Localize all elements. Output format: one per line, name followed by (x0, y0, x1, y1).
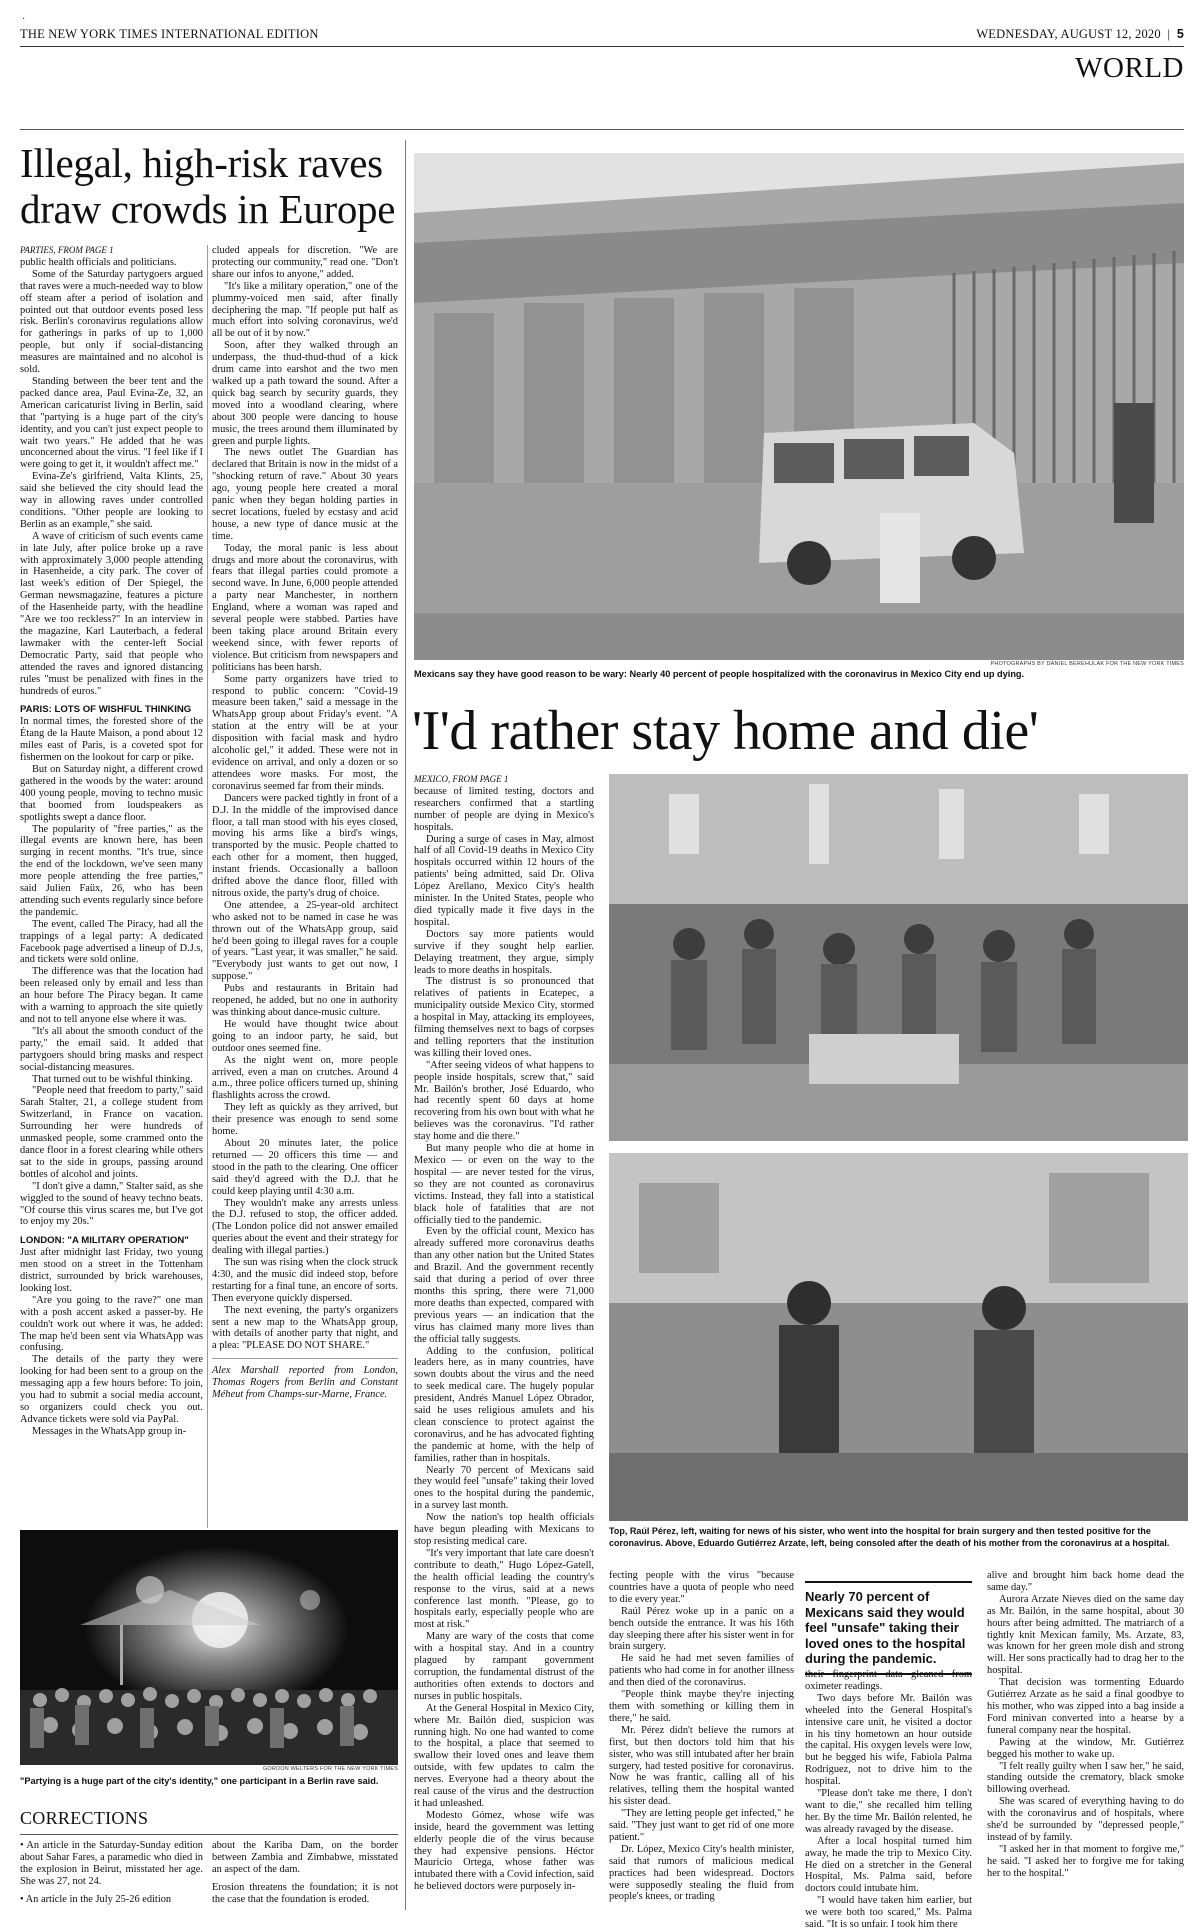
paragraph: Soon, after they walked through an underpass, the thud-thud-thud of a kick drum came into earshot and the two men walked up a path toward the sound. After a quick bag search by security guards, they moved into a woodland clearing, where about 300 people were dancing to house music, the trees around them illuminated by green and purple lights. (212, 340, 398, 447)
dateline: MEXICO, FROM PAGE 1 (414, 774, 509, 784)
paragraph: But many people who die at home in Mexico — or even on the way to the hospital — are never tested for the virus, so they are not counted as coronavirus victims. Instead, they fall into a statistical black hole of fatalities that are not officially tied to the pandemic. (414, 1143, 594, 1226)
raves-column-1 (20, 245, 203, 1438)
raves-headline: Illegal, high-risk raves draw crowds in Europe (20, 140, 396, 232)
paragraph: A wave of criticism of such events came in late July, after police broke up a rave with approximately 3,000 people attending in Hasenheide, a city park. The cover of last week's edition of Der Spiegel, the German newsmagazine, features a picture of the Hasenheide party, with the headline "Are we too reckless?" In an interview in the magazine, Karl Lauterbach, a federal lawmaker with the center-left Social Democratic Party, said that people who attended the raves and ignored distancing rules "must be penalized with fines in the hundreds of euros." (20, 530, 203, 697)
hospital-crowd-image (609, 774, 1188, 1141)
paragraph: their fingerprint data gleaned from oximeter readings. (805, 1669, 972, 1692)
paragraph: public health officials and politicians. (20, 256, 177, 268)
mourners-image (609, 1153, 1188, 1521)
paragraph: They wouldn't make any arrests unless the D.J. refused to stop, the officer added. (The London police did not answer emailed queries about the event and their strategy for dealing with illegal parties.) (212, 1197, 398, 1257)
section-title: WORLD (1075, 52, 1184, 84)
paragraph: alive and brought him back home dead the same day." (987, 1570, 1184, 1593)
paragraph: Pubs and restaurants in Britain had reopened, he added, but no one in authority was thinking about dance-music culture. (212, 983, 398, 1018)
rave-photo (20, 1530, 398, 1765)
date-page-line: WEDNESDAY, AUGUST 12, 2020 | 5 (976, 27, 1184, 41)
paragraph: The distrust is so pronounced that relatives of patients in Ecatepec, a municipality outside Mexico City, stormed a hospital in May, attacking its employees, filming themselves next to bags of corpses and telling reporters that the institution was killing their loved ones. (414, 976, 594, 1059)
paragraph: She was scared of everything having to do with the coronavirus and of hospitals, where she'd be surrounded by "depressed people," instead of by family. (987, 1796, 1184, 1843)
correction-item: • An article in the July 25-26 edition (20, 1893, 172, 1905)
paragraph: "I don't give a damn," Stalter said, as she wiggled to the sound of heavy techno beats. "Of course this virus scares me, but I've got to enjoy my 20s." (20, 1180, 203, 1228)
corrections-rule (20, 1834, 398, 1835)
paragraph: "People think maybe they're injecting them with something or killing them in there," he said. (609, 1689, 794, 1724)
paragraph: Dancers were packed tightly in front of a D.J. In the middle of the improvised dance floor, a tall man stood with his eyes closed, moving his arms like a bird's wings, transported by the music. People chatted to each other for a moment, then hugged, instant friends. Occasionally a balloon drifted above the dance floor, filled with nitrous oxide, the party's drug of choice. (212, 792, 398, 899)
paragraph: Aurora Arzate Nieves died on the same day as Mr. Bailón, in the same hospital, about 30 hours after being admitted. The matriarch of a tightly knit Mexican family, Ms. Arzate, 83, was known for her green mole dish and strong will. Her sons practically had to drag her to the hospital. (987, 1593, 1184, 1677)
paragraph: Doctors say more patients would survive if they sought help earlier. Delaying treatment, they argue, simply leads to more deaths in hospitals. (414, 928, 594, 976)
paragraph: "I would have taken him earlier, but we were both too scared," Ms. Palma said. "It is so unfair. I took him there (805, 1895, 972, 1931)
paragraph: Dr. López, Mexico City's health minister, said that rumors of malicious medical practices had been widespread. Doctors were supposedly stealing the fluid from people's knees, or trading (609, 1843, 794, 1903)
correction-item: about the Kariba Dam, on the border between Zambia and Zimbabwe, misstated an aspect of the dam. (212, 1840, 398, 1875)
paragraph: The details of the party they were looking for had been sent to a group on the messaging app a few hours before: To join, you had to submit a social media account, so organizers could check you out. Advance tickets were sold via PayPal. (20, 1354, 203, 1425)
subhead: LONDON: "A MILITARY OPERATION" (20, 1235, 189, 1247)
paragraph: Some party organizers have tried to respond to public concern: "Covid-19 measure been taken," said a message in the WhatsApp group about Friday's event. "A station at the entry will be at your disposition with facial mask and hydro alcoholic gel," it added. These were not in evidence on arrival, and only a dozen or so attendees wore masks. For most, the coronavirus seemed far from their minds. (212, 673, 398, 792)
paragraph: "Please don't take me there, I don't want to die," she recalled him telling her. By the time Mr. Bailón relented, he was already ravaged by the disease. (805, 1788, 972, 1835)
mexico-top-caption: Mexicans say they have good reason to be wary: Nearly 40 percent of people hospitalized with the coronavirus in Mexico City end up dying. (414, 669, 1025, 679)
subhead: PARIS: LOTS OF WISHFUL THINKING (20, 704, 192, 716)
mexico-column-3 (805, 1669, 972, 1931)
mexico-column-4 (987, 1570, 1184, 1880)
rave-photo-credit: GORDON WELTERS FOR THE NEW YORK TIMES (262, 1766, 398, 1772)
reporter-credit: Alex Marshall reported from London, Thomas Rogers from Berlin and Constant Méheut from Champs-sur-Marne, France. (212, 1358, 398, 1401)
rave-photo-caption: "Partying is a huge part of the city's identity," one participant in a Berlin rave said. (20, 1776, 379, 1786)
paragraph: In normal times, the forested shore of the Étang de la Haute Maison, a pond about 12 miles east of Paris, is a coveted spot for fishermen on the lookout for carp or pike. (20, 716, 203, 764)
paragraph: As the night went on, more people arrived, even a man on crutches. Around 4 a.m., three police officers turned up, shining flashlights across the crowd. (212, 1054, 398, 1102)
paragraph: fecting people with the virus "because countries have a quota of people who need to die every year." (609, 1570, 794, 1605)
corrections-column-1 (20, 1840, 203, 1912)
paragraph: Pawing at the window, Mr. Gutiérrez begged his mother to wake up. (987, 1736, 1184, 1760)
raves-column-2 (212, 245, 398, 1401)
publication-name: THE NEW YORK TIMES INTERNATIONAL EDITION (20, 27, 319, 41)
paragraph: "It's very important that late care doesn't contribute to death," Hugo López-Gatell, the health official leading the country's response to the virus, said at a news conference last month. "Please, go to hospitals early, especially people who are most at risk." (414, 1547, 594, 1631)
paragraph: Even by the official count, Mexico has already suffered more coronavirus deaths than any other nation but the United States and Brazil. And the government recently said that during a period of over three months this spring, there were 71,000 more deaths than expected, compared with previous years — an indication that the virus has claimed many more lives than the official tally suggests. (414, 1226, 594, 1345)
paragraph: Standing between the beer tent and the packed dance area, Paul Evina-Ze, 32, an American caricaturist living in Berlin, said that "partying is a huge part of the city's identity, and you can't just expect people to wait two years." He added that he was unconcerned about the virus. "I feel like if I were going to get it, it wouldn't affect me." (20, 375, 203, 471)
mexico-column-1 (414, 774, 594, 1893)
paragraph: That turned out to be wishful thinking. (32, 1073, 193, 1085)
mexico-photos-credit: PHOTOGRAPHS BY DANIEL BEREHULAK FOR THE NEW YORK TIMES (990, 661, 1184, 667)
paragraph: cluded appeals for discretion. "We are protecting our community," read one. "Don't share our infos to anyone," added. (212, 245, 398, 280)
paragraph: During a surge of cases in May, almost half of all Covid-19 deaths in Mexico City hospitals occurred within 12 hours of the patients' being admitted, said Dr. Oliva López Arellano, Mexico City's health minister. In the United States, people who died typically made it five days in the hospital. (414, 833, 594, 928)
paragraph: The next evening, the party's organizers sent a new map to the WhatsApp group, with details of another party that night, and a plea: "PLEASE DO NOT SHARE." (212, 1304, 398, 1352)
header-dot: · (22, 14, 26, 25)
paragraph: Today, the moral panic is less about drugs and more about the coronavirus, with fears that illegal parties could promote a second wave. In June, 6,000 people attended a party near Manchester, in northern England, where a woman was raped and several people were stabbed. Parties have been taking place around Britain every weekend since, with fewer reports of violence. But criticism from newspapers and politicians has been harsh. (212, 542, 398, 673)
section-rule (20, 129, 1184, 130)
paragraph: "People need that freedom to party," said Sarah Stalter, 21, a college student from Switzerland, in France on vacation. Surrounding her were hundreds of unmasked people, some crammed onto the dance floor in a forest clearing while others sat to the side in groups, passing around bottles of alcohol and joints. (20, 1085, 203, 1180)
paragraph: Evina-Ze's girlfriend, Valta Klints, 25, said she believed the city should lead the way in allowing raves under controlled conditions. "Other people are looking to Berlin as an example," she said. (20, 471, 203, 530)
mexico-middle-photo (609, 774, 1188, 1141)
paragraph: The news outlet The Guardian has declared that Britain is now in the midst of a "shocking return of rave." About 30 years ago, young people here created a moral panic when they began holding parties in secret locations, fueled by ecstasy and acid house, a new type of dance music at the time. (212, 447, 398, 542)
paragraph: At the General Hospital in Mexico City, where Mr. Bailón died, suspicion was running high. No one had wanted to come to the hospital, a place that seemed to swallow their loved ones and leave them outside, with few updates to calm the nerves. Everyone had a theory about the real cause of the virus and the destruction it had unleashed. (414, 1702, 594, 1809)
paragraph: The difference was that the location had been released only by email and less than an hour before The Piracy began. It came with a warning to approach the site quietly and not to tell anyone else where it was. (20, 966, 203, 1025)
column-rule (207, 245, 208, 1528)
paragraph: Nearly 70 percent of Mexicans said they would feel "unsafe" taking their loved ones to the hospital during the pandemic, in a survey last month. (414, 1464, 594, 1512)
story-divider (405, 140, 406, 1910)
corrections-column-2 (212, 1840, 398, 1912)
correction-item: • An article in the Saturday-Sunday edition about Sahar Fares, a paramedic who died in the explosion in Beirut, misstated her age. She was 27, not 24. (20, 1840, 203, 1887)
paragraph: That decision was tormenting Eduardo Gutiérrez Arzate as he said a final goodbye to his mother, who was zipped into a bag inside a Ford minivan converted into a hearse by a funeral company near the hospital. (987, 1677, 1184, 1736)
paragraph: Modesto Gómez, whose wife was inside, heard the government was letting elderly people die of the virus because they had expensive pensions. Héctor Mauricio Ortega, whose father was intubated there with a Covid infection, said he believed doctors were purposely in- (414, 1809, 594, 1893)
rave-photo-image (20, 1530, 398, 1765)
paragraph: He said he had met seven families of patients who had come in for another illness and then died of the coronavirus. (609, 1653, 794, 1689)
paragraph: Now the nation's top health officials have begun pleading with Mexicans to stop resisting medical care. (414, 1512, 594, 1547)
paragraph: After a local hospital turned him away, he made the trip to Mexico City. He died on a stretcher in the General Hospital, Ms. Palma said, before doctors could intubate him. (805, 1835, 972, 1895)
dateline: PARTIES, FROM PAGE 1 (20, 245, 114, 255)
paragraph: Mr. Pérez didn't believe the rumors at first, but then doctors told him that his sister, who was still intubated after her brain surgery, had tested positive for coronavirus. Now he was frantic, calling all of his relatives, telling them the hospital wanted his sister dead. (609, 1724, 794, 1808)
correction-item: Erosion threatens the foundation; it is not the case that the foundation is eroded. (212, 1881, 398, 1905)
paragraph: He would have thought twice about going to an indoor party, he said, but outdoor ones seemed fine. (212, 1018, 398, 1054)
paragraph: Raúl Pérez woke up in a panic on a bench outside the entrance. It was his 16th day sleeping there after his sister went in for brain surgery. (609, 1605, 794, 1653)
corrections-title: CORRECTIONS (20, 1808, 149, 1828)
pull-quote: Nearly 70 percent of Mexicans said they would feel "unsafe" taking their loved ones to the hospital during the pandemic. (805, 1581, 972, 1675)
paragraph: Some of the Saturday partygoers argued that raves were a much-needed way to blow off steam after a period of isolation and pointed out that outdoor events posed less risk. Berlin's coronavirus regulations allow for gatherings in parks of up to 1,000 people, but only if social-distancing measures are maintained and no alcohol is sold. (20, 268, 203, 376)
mexico-column-2 (609, 1570, 794, 1903)
paragraph: "It's all about the smooth conduct of the party," the email said. It added that partygoers should bring masks and respect social-distancing measures. (20, 1025, 203, 1073)
paragraph: The popularity of "free parties," as the illegal events are known here, has been surging in recent months. "It's true, since the end of the lockdown, we've seen many more people attending the free parties," said Julien Faüx, 26, who has been attending such events regularly since before the pandemic. (20, 823, 203, 918)
paragraph: One attendee, a 25-year-old architect who asked not to be named in case he was thrown out of the WhatsApp group, said he'd been going to illegal raves for a couple of years. "Last year, it was smaller," he said. "Everybody just wants to get out now, I suppose." (212, 899, 398, 983)
paragraph: "After seeing videos of what happens to people inside hospitals, screw that," said Mr. Bailón's brother, José Eduardo, who had recently spent 60 days at home recovering from his own bout with what he believes was the coronavirus. "I'd rather stay home and die there." (414, 1059, 594, 1143)
paragraph: The sun was rising when the clock struck 4:30, and the music did indeed stop, before restarting for a final tune, an encore of sorts. Then everyone quickly dispersed. (212, 1257, 398, 1304)
paragraph: Adding to the confusion, political leaders here, as in many countries, have sown doubts about the virus and the need to seek medical care. The hugely popular president, Andrés Manuel López Obrador, said he uses religious amulets and his clean conscience to protect against the coronavirus, and he has advocated fighting the pandemic at home, with the help of families, rather than in hospitals. (414, 1345, 594, 1464)
paragraph: "It's like a military operation," one of the plummy-voiced men said, after finally deciphering the map. "If people put half as much effort into solving coronavirus, we'd all be out of it by now." (212, 280, 398, 340)
paragraph: About 20 minutes later, the police returned — 20 officers this time — and stood in the path to the clearing. One officer said they'd agreed with the D.J. that he could keep playing until 4:30 a.m. (212, 1137, 398, 1197)
mexico-top-photo (414, 153, 1184, 660)
issue-date: WEDNESDAY, AUGUST 12, 2020 (976, 27, 1161, 41)
paragraph: The event, called The Piracy, had all the trappings of a legal party: A dedicated Facebook page advertised a lineup of D.J.s, and tickets were sold online. (20, 918, 203, 966)
mexico-headline: 'I'd rather stay home and die' (412, 700, 1039, 762)
paragraph: "Are you going to the rave?" one man with a posh accent asked a passer-by. He couldn't work out where it was, he added: The map he'd been sent via WhatsApp was confusing. (20, 1294, 203, 1354)
paragraph: Messages in the WhatsApp group in- (32, 1425, 187, 1437)
paragraph: Just after midnight last Friday, two young men stood on a street in the Tottenham district, surrounded by brick warehouses, looking lost. (20, 1247, 203, 1294)
paragraph: because of limited testing, doctors and researchers confirmed that a startling number of people are dying in Mexico's hospitals. (414, 785, 594, 833)
mexico-bottom-caption: Top, Raúl Pérez, left, waiting for news of his sister, who went into the hospital for brain surgery and then tested positive for the coronavirus. Above, Eduardo Gutiérrez Arzate, left, being consoled after the death of his mother from the coronavirus at a hospital. (609, 1526, 1170, 1548)
page-number: 5 (1176, 27, 1184, 41)
paragraph: But on Saturday night, a different crowd gathered in the woods by the water: around 400 young people, moving to techno music that boomed from loudspeakers as spotlights swept a dance floor. (20, 763, 203, 823)
paragraph: "I asked her in that moment to forgive me," he said. "I asked her to forgive me for taking her to the hospital." (987, 1843, 1184, 1879)
paragraph: "I felt really guilty when I saw her," he said, standing outside the crematory, black smoke billowing overhead. (987, 1760, 1184, 1796)
hospital-exterior-image (414, 153, 1184, 660)
paragraph: They left as quickly as they arrived, but their presence was enough to send some home. (212, 1102, 398, 1138)
paragraph: "They are letting people get infected," he said. "They just want to get rid of one more patient." (609, 1808, 794, 1843)
header-rule (20, 46, 1184, 47)
paragraph: Many are wary of the costs that come with a hospital stay. And in a country plagued by rampant government corruption, the fundamental distrust of the authorities often extends to doctors and nurses in public hospitals. (414, 1631, 594, 1702)
mexico-bottom-photo (609, 1153, 1188, 1521)
paragraph: Two days before Mr. Bailón was wheeled into the General Hospital's intensive care unit, he visited a doctor in his tiny hometown an hour outside the capital. His oxygen levels were low, but he begged his wife, Fabiola Palma Rodríguez, not to drive him to the hospital. (805, 1692, 972, 1788)
